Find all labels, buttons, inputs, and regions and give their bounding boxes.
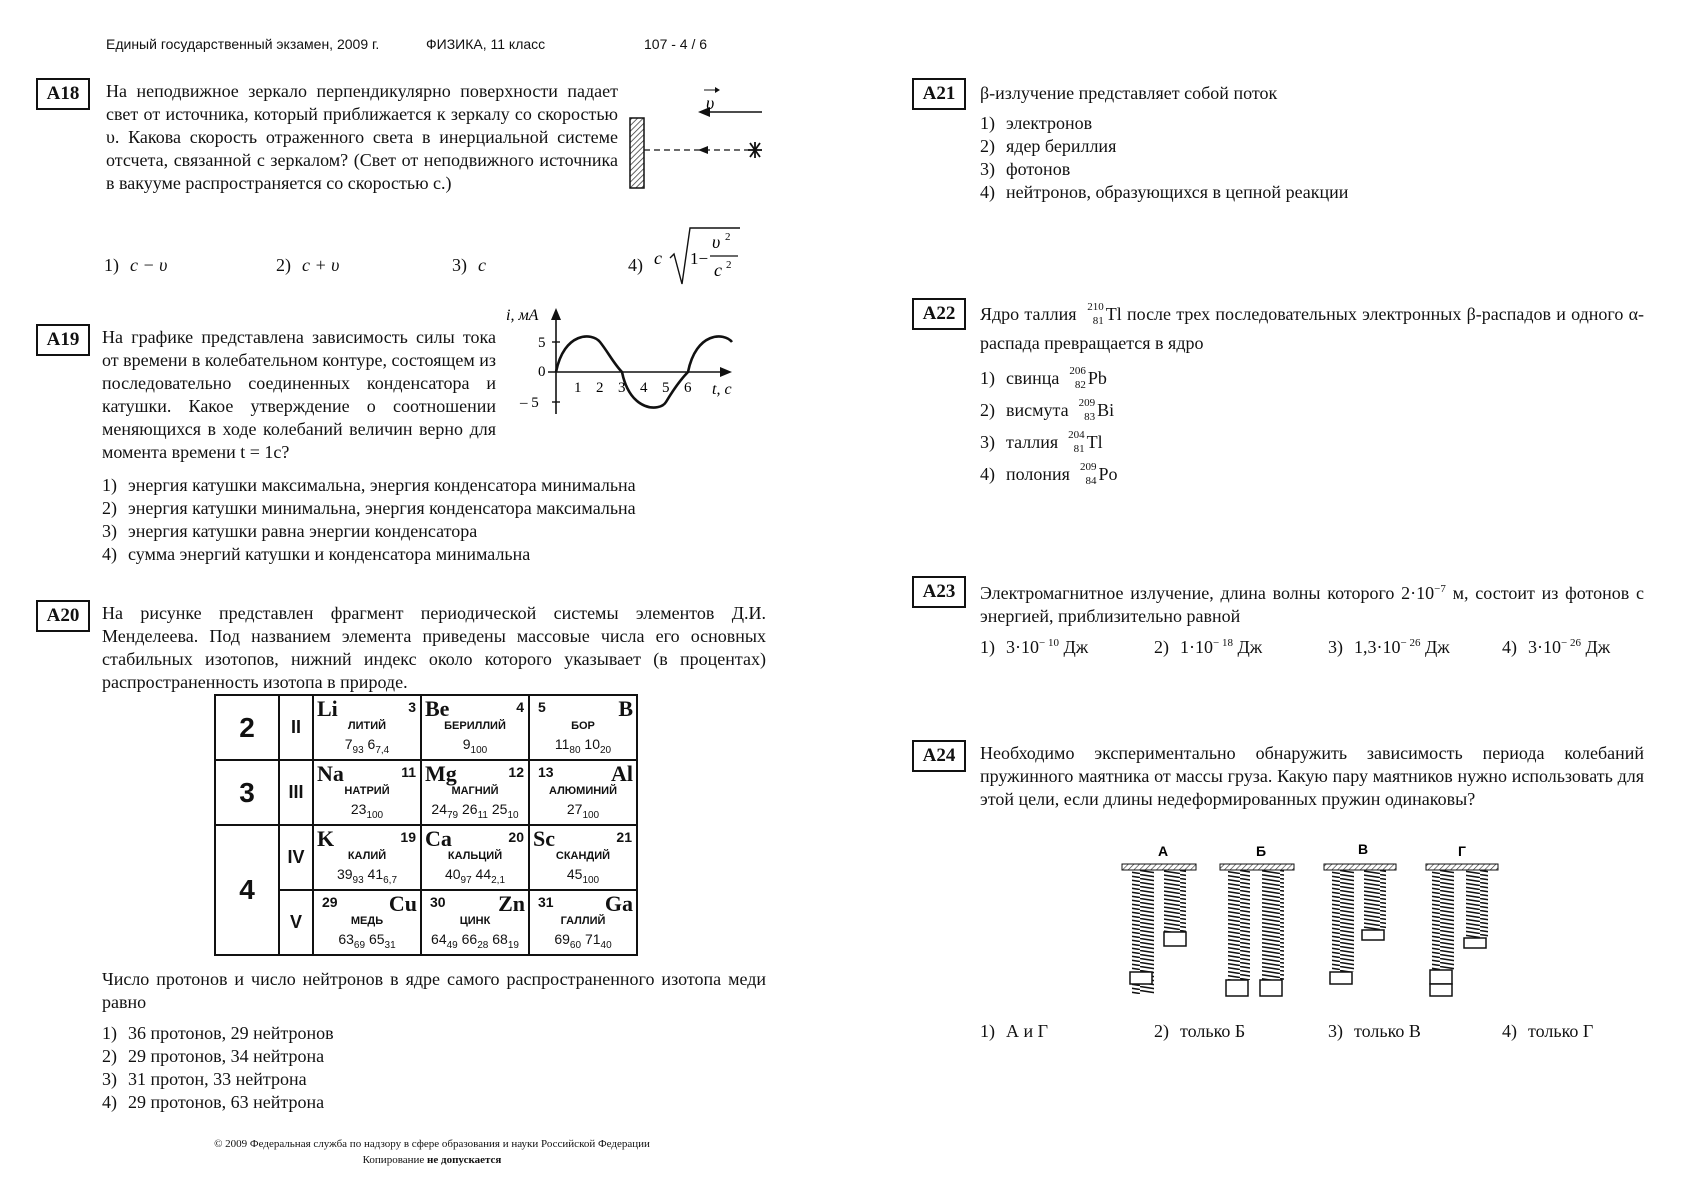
pendulum-label-v: В bbox=[1358, 841, 1369, 857]
x-axis-label: t, с bbox=[712, 381, 732, 398]
x-tick-4: 4 bbox=[640, 380, 648, 396]
option-a21-3[interactable]: 3) фотонов bbox=[980, 159, 1071, 179]
option-a19-4[interactable]: 4) сумма энергий катушки и конденсатора минимальна bbox=[102, 544, 531, 564]
option-a21-1[interactable]: 1) электронов bbox=[980, 113, 1093, 133]
isotopes bbox=[530, 736, 636, 756]
atomic-number: 12 bbox=[508, 764, 524, 780]
isotope-mass: 44 bbox=[475, 866, 492, 882]
isotopes bbox=[530, 931, 636, 951]
option-a18-4[interactable]: 4) bbox=[628, 255, 643, 275]
atomic-number: 19 bbox=[400, 829, 416, 845]
isotope-mass: 27 bbox=[566, 801, 583, 817]
isotope-abundance: 79 bbox=[447, 809, 459, 821]
element-symbol: Cu bbox=[388, 891, 417, 916]
isotopes bbox=[314, 736, 420, 756]
option-a24-1[interactable]: 1) А и Г bbox=[980, 1021, 1049, 1041]
element-name: МЕДЬ bbox=[350, 915, 384, 927]
isotope-abundance: 11 bbox=[477, 809, 488, 821]
isotope-mass: 25 bbox=[491, 801, 508, 817]
option-a18-3[interactable]: 3) c bbox=[452, 255, 486, 275]
footer-copy-notice: Копирование не допускается bbox=[362, 1154, 502, 1166]
isotope-abundance: 28 bbox=[477, 939, 489, 951]
y-tick-0: 0 bbox=[538, 364, 546, 380]
isotope-mass: 7 bbox=[344, 736, 353, 752]
period-number: 4 bbox=[215, 825, 279, 955]
isotope-abundance: 19 bbox=[507, 939, 519, 951]
option-a23-2[interactable]: 2) $1\cdot 10^{- 18}$ Дж bbox=[1154, 637, 1263, 657]
element-symbol: Ca bbox=[425, 826, 452, 851]
element-name: ЦИНК bbox=[459, 915, 491, 927]
isotope-mass: 69 bbox=[554, 931, 570, 947]
element-cell bbox=[421, 695, 529, 760]
option-a22-1[interactable]: 1) свинца 206 82 Pb bbox=[980, 364, 1107, 391]
isotopes bbox=[422, 801, 528, 821]
question-label-a24: А24 bbox=[912, 740, 966, 772]
question-label-a18: А18 bbox=[36, 78, 90, 110]
isotope-abundance: 60 bbox=[569, 939, 582, 951]
isotopes bbox=[314, 931, 420, 951]
svg-text:2: 2 bbox=[726, 259, 732, 271]
pendulum-pair-g bbox=[1426, 864, 1498, 996]
header-exam: Единый государственный экзамен, 2009 г. bbox=[106, 36, 380, 52]
isotope-mass: 45 bbox=[566, 866, 583, 882]
isotope-mass: 71 bbox=[584, 931, 601, 947]
period-number: 3 bbox=[215, 760, 279, 825]
isotopes bbox=[530, 801, 636, 821]
isotope-abundance: 20 bbox=[600, 744, 612, 756]
options-a20 bbox=[102, 1022, 334, 1114]
x-tick-3: 3 bbox=[618, 380, 626, 396]
y-tick-5: 5 bbox=[538, 335, 546, 351]
question-text-a19: На графике представлена зависимость силы тока от времени в колебательном контуре, состоящем из последовательно соединенных конденсатора и катушки. Какое утверждение о соотношении меняющихся в ходе колебаний величин верно для момента времени t = 1c? bbox=[102, 327, 496, 462]
isotope-mass: 65 bbox=[368, 931, 385, 947]
isotope-abundance: 40 bbox=[600, 939, 612, 951]
option-a21-2[interactable]: 2) ядер бериллия bbox=[980, 136, 1117, 156]
isotope-abundance: 6,7 bbox=[383, 874, 398, 886]
element-symbol: Li bbox=[317, 696, 338, 721]
footer-copyright: © 2009 Федеральная служба по надзору в сфере образования и науки Российской Федерации bbox=[214, 1138, 650, 1150]
y-tick-minus5: – 5 bbox=[520, 395, 539, 411]
element-cell bbox=[421, 760, 529, 825]
row-label: II bbox=[279, 695, 313, 760]
element-name: БОР bbox=[571, 720, 595, 732]
header-subject: ФИЗИКА, 11 класс bbox=[426, 36, 546, 52]
light-source-icon bbox=[748, 142, 762, 158]
x-tick-6: 6 bbox=[684, 380, 692, 396]
element-symbol: Be bbox=[425, 696, 450, 721]
option-a22-4[interactable]: 4) полония 209 84 Po bbox=[980, 460, 1118, 487]
element-symbol: Na bbox=[317, 761, 344, 786]
isotope-abundance: 7,4 bbox=[375, 744, 390, 756]
pendulum-pair-b bbox=[1220, 864, 1294, 996]
isotopes bbox=[422, 866, 528, 886]
isotope-mass: 66 bbox=[461, 931, 478, 947]
isotope-mass: 68 bbox=[492, 931, 508, 947]
option-a19-1[interactable]: 1) энергия катушки максимальна, энергия конденсатора минимальна bbox=[102, 475, 636, 495]
question-text-a18: На неподвижное зеркало перпендикулярно поверхности падает свет от источника, который приближается к зеркалу со скоростью υ. Какова скорость отраженного света в инерциальной системе отсчета, связанной с зеркалом? (Свет от неподвижного источника в вакууме распространяется со скоростью c.) bbox=[106, 81, 618, 193]
current-time-graph bbox=[500, 306, 740, 418]
option-a22-3[interactable]: 3) таллия 204 81 Tl bbox=[980, 428, 1103, 455]
element-cell bbox=[313, 695, 421, 760]
option-a22-2[interactable]: 2) висмута 209 83 Bi bbox=[980, 396, 1115, 423]
option-a23-1[interactable]: 1) $3\cdot 10^{- 10}$ Дж bbox=[980, 637, 1089, 657]
isotope-abundance: 49 bbox=[446, 939, 458, 951]
options-a22 bbox=[980, 362, 1117, 490]
atomic-number: 3 bbox=[408, 699, 416, 715]
option-a19-2[interactable]: 2) энергия катушки минимальна, энергия конденсатора максимальна bbox=[102, 498, 636, 518]
element-name: БЕРИЛЛИЙ bbox=[444, 720, 506, 732]
footer bbox=[100, 1136, 764, 1168]
question-text-a20: На рисунке представлен фрагмент периодической системы элементов Д.И. Менделеева. Под названием элемента приведены массовые числа его основных стабильных изотопов, нижний индекс около которого указывает (в процентах) распространенность изотопа в природе. bbox=[102, 603, 766, 692]
question-a20-ask: Число протонов и число нейтронов в ядре самого распространенного изотопа меди равно bbox=[102, 969, 766, 1012]
atomic-number: 31 bbox=[538, 894, 554, 910]
option-a23-4[interactable]: 4) $3\cdot 10^{- 26}$ Дж bbox=[1502, 637, 1611, 657]
row-label: V bbox=[279, 890, 313, 955]
question-text-a24: Необходимо экспериментально обнаружить зависимость периода колебаний пружинного маятника от массы груза. Какую пару маятников нужно использовать для этой цели, если длины недеформированных пружин одинаковы? bbox=[980, 743, 1644, 809]
atomic-number: 20 bbox=[508, 829, 524, 845]
velocity-label: υ bbox=[706, 93, 715, 113]
isotope-mass: 39 bbox=[336, 866, 353, 882]
pendulum-pair-v bbox=[1324, 864, 1396, 984]
question-label-a22: А22 bbox=[912, 298, 966, 330]
isotopes bbox=[422, 931, 528, 951]
isotope-abundance: 97 bbox=[460, 874, 472, 886]
option-a20-4[interactable]: 4) 29 протонов, 63 нейтрона bbox=[102, 1092, 325, 1112]
element-name: СКАНДИЙ bbox=[555, 850, 611, 862]
pendulum-label-g: Г bbox=[1458, 843, 1466, 859]
nucleus-tl-210: 210 81 bbox=[1087, 300, 1104, 327]
question-label-a20: А20 bbox=[36, 600, 90, 632]
isotopes bbox=[530, 866, 636, 886]
question-text-a21: β-излучение представляет собой поток bbox=[980, 83, 1278, 103]
isotope-abundance: 69 bbox=[353, 939, 366, 951]
pendulums-figure bbox=[1120, 838, 1510, 998]
isotopes bbox=[422, 736, 528, 756]
svg-text:c: c bbox=[714, 260, 722, 280]
element-name: ЛИТИЙ bbox=[347, 720, 387, 732]
x-tick-2: 2 bbox=[596, 380, 604, 396]
isotope-mass: 6 bbox=[367, 736, 376, 752]
isotope-mass: 63 bbox=[338, 931, 354, 947]
y-axis-label: i, мА bbox=[506, 307, 539, 324]
element-symbol: Sc bbox=[533, 826, 555, 851]
atomic-number: 13 bbox=[538, 764, 554, 780]
element-name: КАЛЬЦИЙ bbox=[447, 850, 503, 862]
isotope-abundance: 31 bbox=[384, 939, 396, 951]
element-name: НАТРИЙ bbox=[344, 785, 390, 797]
question-text-a23: Электромагнитное излучение, длина волны которого $2\cdot 10^{-7}$ м, состоит из фотонов с энергией, приблизительно равной bbox=[980, 583, 1644, 626]
option-a21-4[interactable]: 4) нейтронов, образующихся в цепной реакции bbox=[980, 182, 1349, 202]
isotope-abundance: 100 bbox=[582, 874, 600, 886]
option-a19-3[interactable]: 3) энергия катушки равна энергии конденсатора bbox=[102, 521, 478, 541]
element-cell bbox=[421, 890, 529, 955]
element-cell bbox=[529, 760, 637, 825]
element-cell bbox=[421, 825, 529, 890]
option-a18-1[interactable]: 1) c − υ bbox=[104, 255, 168, 275]
atomic-number: 5 bbox=[538, 699, 546, 715]
element-cell bbox=[313, 825, 421, 890]
isotopes bbox=[314, 866, 420, 886]
element-symbol: Zn bbox=[498, 891, 525, 916]
element-symbol: B bbox=[618, 696, 633, 721]
question-label-a21: А21 bbox=[912, 78, 966, 110]
element-cell bbox=[313, 760, 421, 825]
svg-text:c: c bbox=[654, 248, 662, 268]
option-a18-4-formula bbox=[652, 226, 742, 290]
isotope-abundance: 100 bbox=[366, 809, 384, 821]
x-tick-1: 1 bbox=[574, 380, 582, 396]
pendulum-label-a: А bbox=[1158, 843, 1169, 859]
options-a19 bbox=[102, 474, 636, 566]
svg-text:1−: 1− bbox=[690, 249, 709, 268]
isotope-mass: 23 bbox=[350, 801, 367, 817]
isotope-abundance: 2,1 bbox=[491, 874, 506, 886]
option-a18-2[interactable]: 2) c + υ bbox=[276, 255, 340, 275]
isotope-abundance: 93 bbox=[352, 744, 364, 756]
question-label-a23: А23 bbox=[912, 576, 966, 608]
svg-text:2: 2 bbox=[725, 231, 731, 243]
isotope-mass: 40 bbox=[444, 866, 461, 882]
row-label: IV bbox=[279, 825, 313, 890]
question-text-a22: Ядро таллия 210 81 Tl после трех последовательных электронных β-распадов и одного α-распада превращается в ядро bbox=[980, 300, 1645, 353]
element-name: МАГНИЙ bbox=[451, 785, 499, 797]
mirror-surface bbox=[630, 118, 644, 188]
isotope-abundance: 93 bbox=[352, 874, 364, 886]
mirror-figure bbox=[626, 84, 766, 194]
option-a20-1[interactable]: 1) 36 протонов, 29 нейтронов bbox=[102, 1023, 334, 1043]
isotope-mass: 64 bbox=[431, 931, 447, 947]
atomic-number: 29 bbox=[322, 894, 338, 910]
element-name: ГАЛЛИЙ bbox=[560, 915, 606, 927]
element-symbol: Al bbox=[611, 761, 633, 786]
option-a24-3[interactable]: 3) только В bbox=[1328, 1021, 1421, 1041]
isotope-mass: 24 bbox=[431, 801, 447, 817]
row-label: III bbox=[279, 760, 313, 825]
question-label-a19: А19 bbox=[36, 324, 90, 356]
option-a24-2[interactable]: 2) только Б bbox=[1154, 1021, 1246, 1041]
element-symbol: Ga bbox=[604, 891, 633, 916]
option-a20-3[interactable]: 3) 31 протон, 33 нейтрона bbox=[102, 1069, 307, 1089]
atomic-number: 30 bbox=[430, 894, 446, 910]
element-symbol: K bbox=[317, 826, 335, 851]
periodic-table bbox=[214, 694, 638, 956]
element-name: КАЛИЙ bbox=[347, 850, 387, 862]
isotope-abundance: 10 bbox=[507, 809, 519, 821]
isotope-abundance: 80 bbox=[569, 744, 581, 756]
isotope-mass: 26 bbox=[462, 801, 478, 817]
isotopes bbox=[314, 801, 420, 821]
isotope-abundance: 100 bbox=[470, 744, 488, 756]
isotope-abundance: 100 bbox=[582, 809, 600, 821]
x-tick-5: 5 bbox=[662, 380, 670, 396]
svg-text:υ: υ bbox=[712, 232, 721, 252]
element-symbol: Mg bbox=[425, 761, 457, 786]
element-cell bbox=[529, 825, 637, 890]
isotope-mass: 41 bbox=[367, 866, 384, 882]
option-a20-2[interactable]: 2) 29 протонов, 34 нейтрона bbox=[102, 1046, 325, 1066]
isotope-mass: 9 bbox=[462, 736, 471, 752]
options-a21 bbox=[980, 112, 1348, 204]
isotope-mass: 10 bbox=[584, 736, 600, 752]
option-a24-4[interactable]: 4) только Г bbox=[1502, 1021, 1594, 1041]
atomic-number: 21 bbox=[616, 829, 632, 845]
pendulum-label-b: Б bbox=[1256, 843, 1267, 859]
atomic-number: 4 bbox=[516, 699, 524, 715]
pendulum-pair-a bbox=[1122, 864, 1196, 994]
element-name: АЛЮМИНИЙ bbox=[549, 785, 617, 797]
isotope-mass: 11 bbox=[554, 736, 570, 752]
header-page: 107 - 4 / 6 bbox=[644, 36, 708, 52]
atomic-number: 11 bbox=[401, 764, 416, 780]
element-cell bbox=[313, 890, 421, 955]
element-cell bbox=[529, 890, 637, 955]
period-number: 2 bbox=[215, 695, 279, 760]
element-cell bbox=[529, 695, 637, 760]
option-a23-3[interactable]: 3) $1,3\cdot 10^{- 26}$ Дж bbox=[1328, 637, 1450, 657]
